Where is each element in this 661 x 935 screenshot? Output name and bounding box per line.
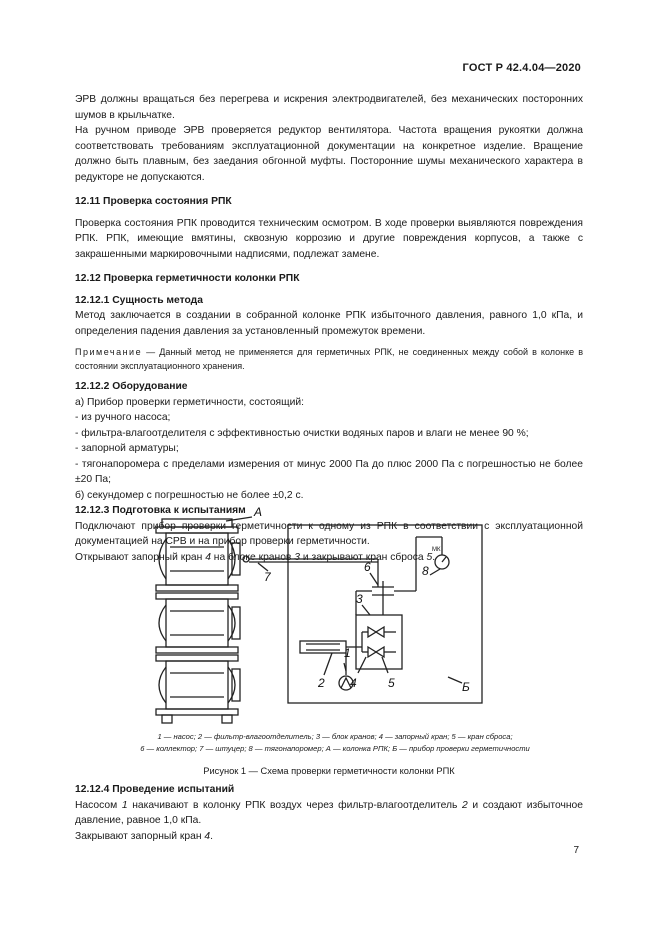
note-text: — Данный метод не применяется для герметичных РПК, не соединенных между собой в колонке в состоянии эксплуатационного хранения. [75,347,583,371]
equipment-item-gauge: - тягонапоромера с пределами измерения от минус 2000 Па до плюс 2000 Па с погрешностью не более ±20 Па; [75,458,583,485]
label-8: 8 [422,564,429,578]
note-label: Примечание [75,347,143,357]
equipment-item-pump: - из ручного насоса; [75,412,171,423]
legend-line-1: 1 — насос; 2 — фильтр-влагоотделитель; 3 — блок кранов; 4 — запорный кран; 5 — кран сброса; [157,732,513,741]
label-2: 2 [318,676,325,690]
figure-caption: Рисунок 1 — Схема проверки герметичности колонки РПК [203,766,455,776]
label-5: 5 [388,676,395,690]
equipment-item-valves: - запорной арматуры; [75,443,179,454]
paragraph-close-valve: Закрывают запорный кран 4. [75,830,214,842]
fitting-7 [243,556,249,562]
paragraph-method: Метод заключается в создании в собранной колонке РПК избыточного давления, равного 1,0 кПа, и определения падения давления за установленный промежуток времени. [75,310,583,337]
equipment-item-b: б) секундомер с погрешностью не более ±0,2 с. [75,489,304,501]
figure-scheme [100,507,580,737]
valve-block-3 [356,615,402,669]
paragraph-manual-drive: На ручном приводе ЭРВ проверяется редуктор вентилятора. Частота вращения рукоятки должна соответствовать требованиям эксплуатационной документации на конкретное изделие. Вращение должно быть плавным, без заедания обгонной муфты. Посторонние шумы механического характера в редукторе не допускаются. [75,125,583,183]
label-mk: МК [432,547,441,553]
section-heading-12-12-1: 12.12.1 Сущность метода [75,294,203,306]
paragraph-open-valve: Открывают запорный кран 4 на блоке кранов 3 и закрывают кран сброса 5. [75,551,436,563]
section-heading-12-12-3: 12.12.3 Подготовка к испытаниям [75,505,246,516]
note [75,345,583,373]
paragraph-connect: Подключают прибор проверки герметичности к одному из РПК в соответствии с эксплуатационной документацией на СРВ и на прибор проверки герметичности. [75,520,583,547]
page-number: 7 [573,845,579,856]
label-1: 1 [344,646,351,660]
rpk-column [156,519,240,723]
section-heading-12-12-4: 12.12.4 Проведение испытаний [75,784,235,795]
legend-line-2: 6 — коллектор; 7 — штуцер; 8 — тягонапоромер; А — колонка РПК; Б — прибор проверки герметичности [140,744,530,753]
document-id: ГОСТ Р 42.4.04—2020 [462,62,581,74]
section-12-12-4 [75,782,583,844]
filter-2 [300,641,346,653]
section-heading-12-12-2: 12.12.2 Оборудование [75,381,188,392]
figure-legend [96,731,574,755]
label-6: 6 [364,560,371,574]
section-heading-12-11: 12.11 Проверка состояния РПК [75,196,232,207]
equipment-item-filter: - фильтра-влагоотделителя с эффективностью очистки водяных паров и влаги не менее 90 %; [75,427,529,439]
main-text [75,92,583,565]
label-7: 7 [264,570,271,584]
label-3: 3 [356,592,363,606]
paragraph-erv-rotation: ЭРВ должны вращаться без перегрева и искрения электродвигателей, без механических посторонних шумов в крыльчатке. [75,94,583,121]
section-heading-12-12: 12.12 Проверка герметичности колонки РПК [75,273,300,284]
equipment-item-a: а) Прибор проверки герметичности, состоящий: [75,396,304,408]
paragraph-pump-air: Насосом 1 накачивают в колонку РПК воздух через фильтр-влагоотделитель 2 и создают избыточное давление, равное 1,0 кПа. [75,799,583,826]
label-A: А [254,507,263,519]
paragraph-rpk-inspection: Проверка состояния РПК проводится техническим осмотром. В ходе проверки выявляются повреждения РПК. РПК, имеющие вмятины, сквозную коррозию и другие повреждения корпусов, а также с закрашенными маркировочными надписями, подлежат замене. [75,217,583,260]
label-4: 4 [350,676,357,690]
label-B: Б [462,680,470,694]
